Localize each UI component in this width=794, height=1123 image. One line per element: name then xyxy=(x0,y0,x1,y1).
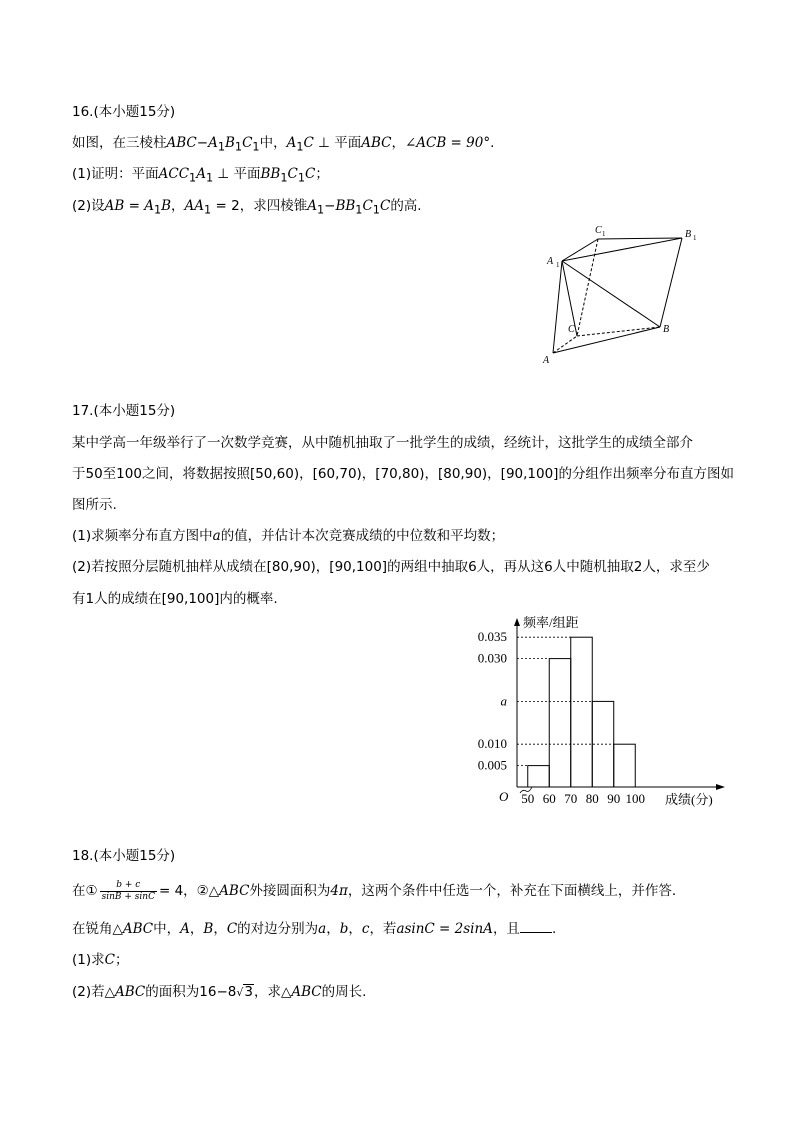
bar-60-70 xyxy=(549,659,571,787)
edge-a1b xyxy=(562,261,660,327)
q18-title: 18.(本小题15分) xyxy=(72,848,176,864)
fraction-b-plus-c: $\frac{b + c}{\sin B + \sin C}$ xyxy=(101,879,155,902)
origin-label: O xyxy=(499,789,509,804)
y-axis-arrow xyxy=(514,618,520,626)
edge-c1c-hidden xyxy=(577,239,598,336)
edge-a1a xyxy=(553,261,562,353)
x-tick-label: 50 xyxy=(521,791,535,806)
x-tick-label: 90 xyxy=(607,791,621,806)
label-c: C xyxy=(568,324,575,335)
y-tick-label: 0.035 xyxy=(477,629,507,645)
edge-c1b1 xyxy=(598,238,682,239)
histogram-chart xyxy=(460,610,730,810)
answer-blank xyxy=(520,918,552,933)
q17-text3: 图所示. xyxy=(72,497,117,513)
label-a1-sub: 1 xyxy=(556,261,560,269)
label-a: A xyxy=(543,355,550,366)
x-tick-label: 60 xyxy=(542,791,556,806)
x-tick-label: 80 xyxy=(585,791,599,806)
x-tick-label: 100 xyxy=(625,791,645,806)
q17-part2-line1: (2)若按照分层随机抽样从成绩在[80,90)，[90,100]的两组中抽取6人，再从这6人中随机抽取2人，求至少 xyxy=(72,559,710,575)
y-tick-label: 0.030 xyxy=(477,650,507,666)
label-b1-sub: 1 xyxy=(693,234,697,242)
x-tick-label: 70 xyxy=(564,791,578,806)
label-c1-sub: 1 xyxy=(602,230,606,238)
label-c1: C xyxy=(595,225,602,236)
bar-90-100 xyxy=(614,744,636,787)
bar-50-60 xyxy=(528,766,550,787)
q17-text2: 于50至100之间，将数据按照[50,60)，[60,70)，[70,80)，[80,90)，[90,100]的分组作出频率分布直方图如 xyxy=(72,466,734,482)
bar-70-80 xyxy=(571,637,593,787)
label-a1: A xyxy=(547,256,554,267)
prism-figure xyxy=(540,222,710,372)
q16-intro: 如图，在三棱柱$ABC-A_1B_1C_1$中，$A_1C$ ⊥ 平面ABC，∠ACB = 90°. xyxy=(72,135,495,154)
q18-part2: (2)若△ABC的面积为16−8√3，求△ABC的周长. xyxy=(72,984,367,1000)
x-axis-title: 成绩(分) xyxy=(665,792,713,807)
q17-part2-line2: 有1人的成绩在[90,100]内的概率. xyxy=(72,591,278,607)
q17-text1: 某中学高一年级举行了一次数学竞赛，从中随机抽取了一批学生的成绩，经统计，这批学生的成绩全部介 xyxy=(72,435,693,451)
q16-part2: (2)设AB = $A_1B$，$AA_1 = 2$，求四棱锥$A_1-BB_1C_1C$的高. xyxy=(72,198,422,217)
y-tick-label: a xyxy=(500,693,507,709)
q17-part1: (1)求频率分布直方图中a的值，并估计本次竞赛成绩的中位数和平均数； xyxy=(72,528,505,544)
q18-setup: 在锐角△ABC中，A，B，C的对边分别为a，b，c，若asinC = 2sinA，且 . xyxy=(72,918,556,939)
y-tick-label: 0.010 xyxy=(477,736,507,752)
q18-conditions: 在① $\frac{b + c}{\sin B + \sin C}$ = 4，②△ABC外接圆面积为4π，这两个条件中任选一个，补充在下面横线上，并作答. xyxy=(72,879,677,902)
edge-b1b xyxy=(660,238,682,327)
q17-title: 17.(本小题15分) xyxy=(72,403,176,419)
y-tick-label: 0.005 xyxy=(477,757,507,773)
q16-title: 16.(本小题15分) xyxy=(72,104,176,120)
y-axis-title: 频率/组距 xyxy=(523,615,579,630)
label-b1: B xyxy=(685,229,692,240)
edge-cb-hidden xyxy=(577,327,660,336)
label-b: B xyxy=(663,324,670,335)
x-axis-arrow xyxy=(716,784,725,790)
q18-part1: (1)求C； xyxy=(72,952,129,968)
q16-part1: (1)证明：平面$ACC_1A_1$ ⊥ 平面$BB_1C_1C$； xyxy=(72,166,329,185)
